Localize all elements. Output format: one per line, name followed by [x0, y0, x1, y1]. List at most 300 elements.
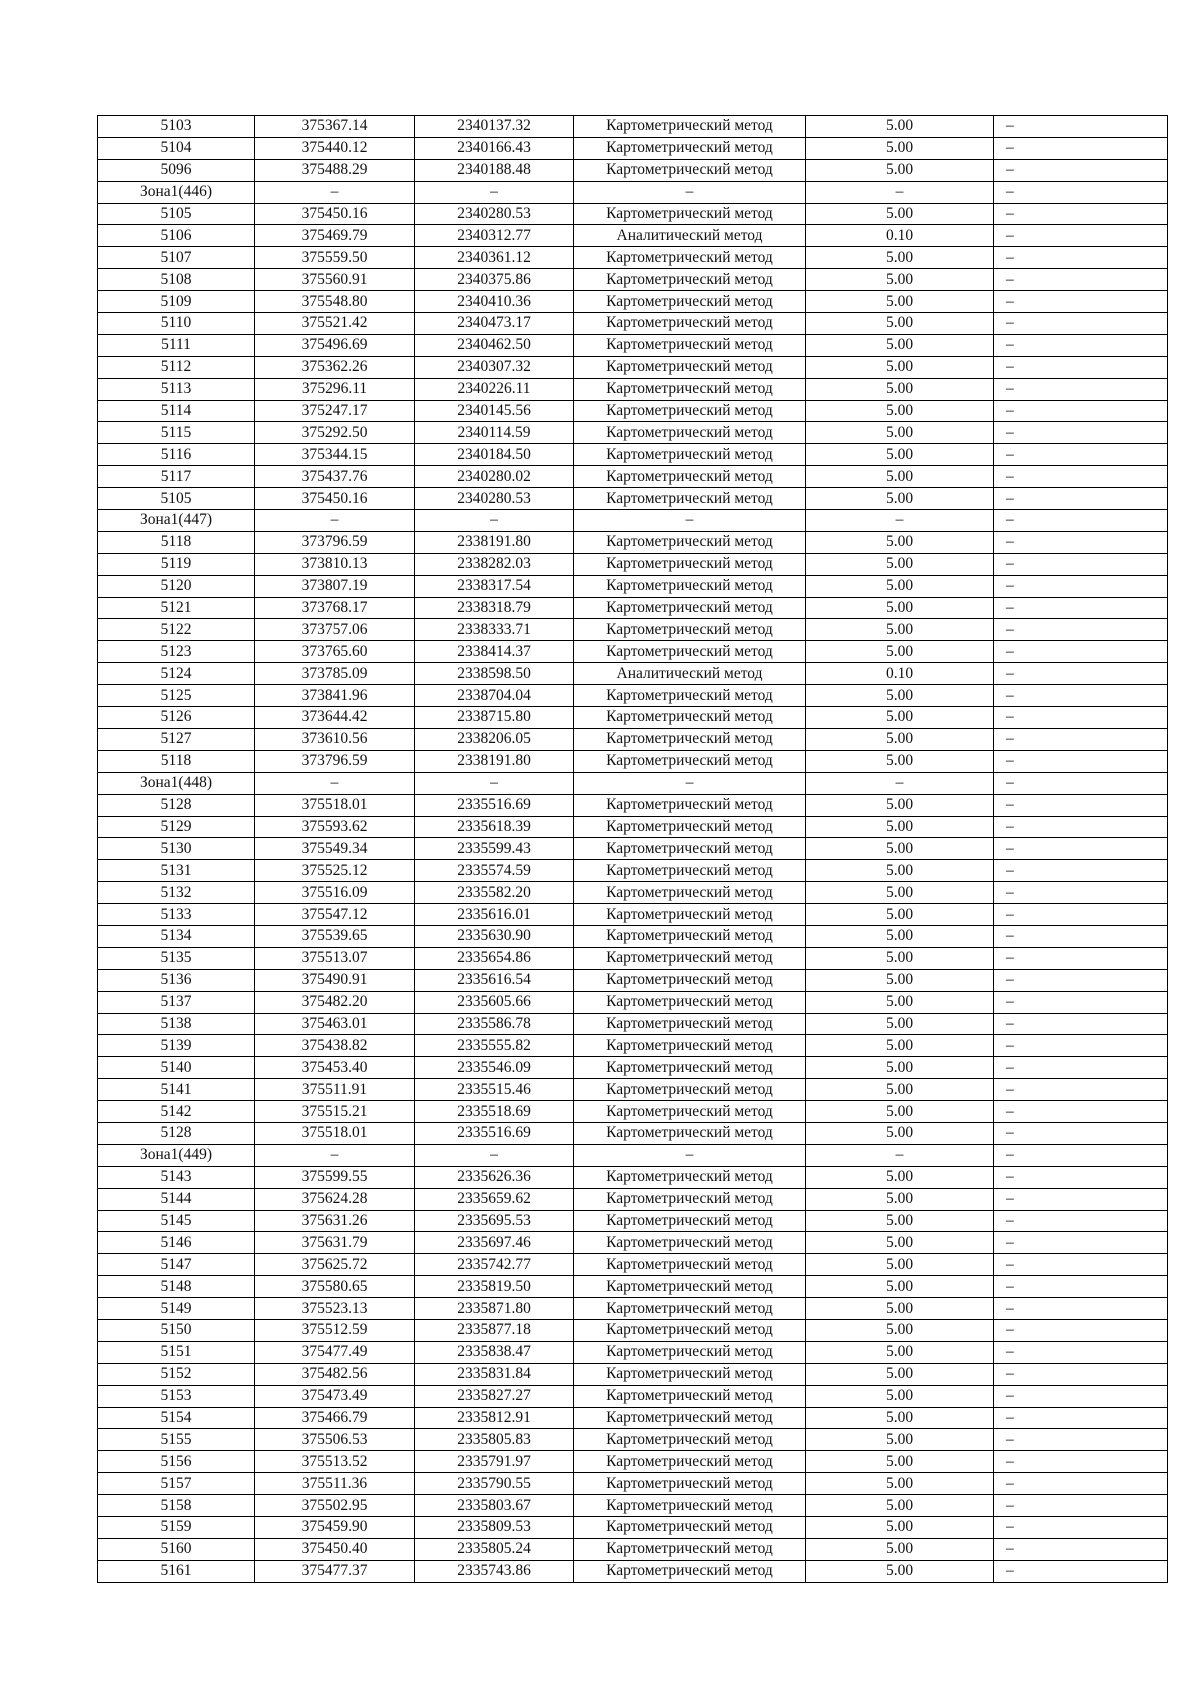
y-coordinate-cell: 2340375.86 [415, 269, 574, 291]
error-cell: – [994, 1144, 1168, 1166]
table-row [98, 422, 1168, 444]
x-coordinate-cell: 375625.72 [255, 1254, 415, 1276]
table-row [98, 947, 1168, 969]
error-cell: – [994, 444, 1168, 466]
x-coordinate-cell: 375511.91 [255, 1079, 415, 1101]
method-cell: Картометрический метод [574, 597, 806, 619]
error-cell: – [994, 422, 1168, 444]
y-coordinate-cell: 2338282.03 [415, 553, 574, 575]
table-row [98, 685, 1168, 707]
error-cell: – [994, 291, 1168, 313]
table-row [98, 860, 1168, 882]
accuracy-cell: 5.00 [806, 422, 994, 444]
point-number-cell: 5160 [98, 1538, 255, 1560]
error-cell: – [994, 685, 1168, 707]
error-cell: – [994, 1495, 1168, 1517]
y-coordinate-cell: 2340280.53 [415, 488, 574, 510]
error-cell: – [994, 816, 1168, 838]
error-cell: – [994, 116, 1168, 138]
x-coordinate-cell: 373796.59 [255, 531, 415, 553]
table-row [98, 203, 1168, 225]
x-coordinate-cell: 375490.91 [255, 969, 415, 991]
y-coordinate-cell: 2338715.80 [415, 707, 574, 729]
method-cell: Картометрический метод [574, 1451, 806, 1473]
x-coordinate-cell: 373765.60 [255, 641, 415, 663]
point-number-cell: 5103 [98, 116, 255, 138]
point-number-cell: 5105 [98, 203, 255, 225]
point-number-cell: 5117 [98, 466, 255, 488]
x-coordinate-cell: 375450.40 [255, 1538, 415, 1560]
accuracy-cell: 5.00 [806, 356, 994, 378]
accuracy-cell: 5.00 [806, 269, 994, 291]
table-row [98, 159, 1168, 181]
point-number-cell: 5118 [98, 531, 255, 553]
error-cell: – [994, 1188, 1168, 1210]
point-number-cell: 5138 [98, 1013, 255, 1035]
method-cell: Картометрический метод [574, 400, 806, 422]
accuracy-cell: 5.00 [806, 1495, 994, 1517]
point-number-cell: 5135 [98, 947, 255, 969]
zone-header-row [98, 772, 1168, 794]
point-number-cell: 5147 [98, 1254, 255, 1276]
point-number-cell: 5126 [98, 707, 255, 729]
error-cell: – [994, 947, 1168, 969]
error-cell: – [994, 1363, 1168, 1385]
table-row [98, 1254, 1168, 1276]
table-row [98, 1122, 1168, 1144]
x-coordinate-cell: 375539.65 [255, 925, 415, 947]
x-coordinate-cell: 375513.07 [255, 947, 415, 969]
point-number-cell: 5122 [98, 619, 255, 641]
accuracy-cell: 5.00 [806, 203, 994, 225]
point-number-cell: 5115 [98, 422, 255, 444]
x-coordinate-cell: 373757.06 [255, 619, 415, 641]
method-cell: Картометрический метод [574, 685, 806, 707]
method-cell: Картометрический метод [574, 334, 806, 356]
point-number-cell: 5139 [98, 1035, 255, 1057]
y-coordinate-cell: 2338704.04 [415, 685, 574, 707]
y-coordinate-cell: 2340462.50 [415, 334, 574, 356]
method-cell: Картометрический метод [574, 1188, 806, 1210]
x-coordinate-cell: 375599.55 [255, 1166, 415, 1188]
error-cell: – [994, 1254, 1168, 1276]
error-cell: – [994, 772, 1168, 794]
point-number-cell: 5158 [98, 1495, 255, 1517]
point-number-cell: 5118 [98, 750, 255, 772]
y-coordinate-cell: 2335791.97 [415, 1451, 574, 1473]
error-cell: – [994, 1319, 1168, 1341]
method-cell: – [574, 181, 806, 203]
method-cell: Картометрический метод [574, 1101, 806, 1123]
accuracy-cell: 5.00 [806, 947, 994, 969]
accuracy-cell: – [806, 772, 994, 794]
y-coordinate-cell: 2335742.77 [415, 1254, 574, 1276]
table-row [98, 378, 1168, 400]
point-number-cell: 5121 [98, 597, 255, 619]
error-cell: – [994, 991, 1168, 1013]
table-row [98, 334, 1168, 356]
method-cell: Картометрический метод [574, 356, 806, 378]
method-cell: Картометрический метод [574, 816, 806, 838]
x-coordinate-cell: 375518.01 [255, 794, 415, 816]
method-cell: Картометрический метод [574, 1122, 806, 1144]
method-cell: Картометрический метод [574, 882, 806, 904]
error-cell: – [994, 1451, 1168, 1473]
method-cell: Картометрический метод [574, 137, 806, 159]
error-cell: – [994, 707, 1168, 729]
y-coordinate-cell: 2338191.80 [415, 750, 574, 772]
accuracy-cell: 5.00 [806, 1232, 994, 1254]
accuracy-cell: 5.00 [806, 1122, 994, 1144]
error-cell: – [994, 882, 1168, 904]
accuracy-cell: 5.00 [806, 1079, 994, 1101]
point-number-cell: 5161 [98, 1560, 255, 1582]
x-coordinate-cell: 375515.21 [255, 1101, 415, 1123]
method-cell: Картометрический метод [574, 750, 806, 772]
point-number-cell: 5149 [98, 1298, 255, 1320]
point-number-cell: Зона1(448) [98, 772, 255, 794]
x-coordinate-cell: 375437.76 [255, 466, 415, 488]
accuracy-cell: 5.00 [806, 553, 994, 575]
method-cell: Картометрический метод [574, 1232, 806, 1254]
table-row [98, 1538, 1168, 1560]
method-cell: Картометрический метод [574, 1385, 806, 1407]
x-coordinate-cell: 375473.49 [255, 1385, 415, 1407]
accuracy-cell: 5.00 [806, 1385, 994, 1407]
x-coordinate-cell: – [255, 510, 415, 532]
x-coordinate-cell: 375482.56 [255, 1363, 415, 1385]
table-row [98, 1560, 1168, 1582]
accuracy-cell: 5.00 [806, 1429, 994, 1451]
accuracy-cell: 5.00 [806, 466, 994, 488]
method-cell: Картометрический метод [574, 247, 806, 269]
error-cell: – [994, 269, 1168, 291]
point-number-cell: Зона1(446) [98, 181, 255, 203]
table-row [98, 619, 1168, 641]
method-cell: Картометрический метод [574, 969, 806, 991]
point-number-cell: 5153 [98, 1385, 255, 1407]
x-coordinate-cell: 373785.09 [255, 663, 415, 685]
point-number-cell: 5119 [98, 553, 255, 575]
accuracy-cell: 5.00 [806, 334, 994, 356]
y-coordinate-cell: 2335838.47 [415, 1341, 574, 1363]
error-cell: – [994, 466, 1168, 488]
accuracy-cell: 5.00 [806, 685, 994, 707]
table-row [98, 750, 1168, 772]
x-coordinate-cell: 375438.82 [255, 1035, 415, 1057]
accuracy-cell: 5.00 [806, 904, 994, 926]
accuracy-cell: – [806, 510, 994, 532]
method-cell: Картометрический метод [574, 991, 806, 1013]
y-coordinate-cell: 2335618.39 [415, 816, 574, 838]
accuracy-cell: 5.00 [806, 313, 994, 335]
accuracy-cell: – [806, 1144, 994, 1166]
point-number-cell: 5131 [98, 860, 255, 882]
x-coordinate-cell: 375580.65 [255, 1276, 415, 1298]
x-coordinate-cell: 375512.59 [255, 1319, 415, 1341]
point-number-cell: 5136 [98, 969, 255, 991]
method-cell: Картометрический метод [574, 203, 806, 225]
point-number-cell: 5157 [98, 1473, 255, 1495]
y-coordinate-cell: 2335809.53 [415, 1517, 574, 1539]
method-cell: Картометрический метод [574, 291, 806, 313]
error-cell: – [994, 1079, 1168, 1101]
y-coordinate-cell: 2340145.56 [415, 400, 574, 422]
point-number-cell: 5108 [98, 269, 255, 291]
x-coordinate-cell: 375521.42 [255, 313, 415, 335]
accuracy-cell: 5.00 [806, 1473, 994, 1495]
table-row [98, 225, 1168, 247]
point-number-cell: 5123 [98, 641, 255, 663]
accuracy-cell: 5.00 [806, 247, 994, 269]
point-number-cell: 5104 [98, 137, 255, 159]
x-coordinate-cell: 375247.17 [255, 400, 415, 422]
y-coordinate-cell: 2335805.83 [415, 1429, 574, 1451]
x-coordinate-cell: 375477.37 [255, 1560, 415, 1582]
method-cell: Картометрический метод [574, 619, 806, 641]
table-row [98, 575, 1168, 597]
accuracy-cell: 5.00 [806, 816, 994, 838]
method-cell: Картометрический метод [574, 925, 806, 947]
point-number-cell: 5109 [98, 291, 255, 313]
y-coordinate-cell: 2335516.69 [415, 794, 574, 816]
method-cell: Картометрический метод [574, 1210, 806, 1232]
method-cell: Аналитический метод [574, 663, 806, 685]
error-cell: – [994, 619, 1168, 641]
error-cell: – [994, 137, 1168, 159]
point-number-cell: 5114 [98, 400, 255, 422]
error-cell: – [994, 969, 1168, 991]
point-number-cell: 5128 [98, 794, 255, 816]
x-coordinate-cell: 375624.28 [255, 1188, 415, 1210]
error-cell: – [994, 1232, 1168, 1254]
accuracy-cell: 5.00 [806, 116, 994, 138]
y-coordinate-cell: 2335654.86 [415, 947, 574, 969]
table-row [98, 291, 1168, 313]
x-coordinate-cell: 375496.69 [255, 334, 415, 356]
error-cell: – [994, 1298, 1168, 1320]
error-cell: – [994, 925, 1168, 947]
error-cell: – [994, 663, 1168, 685]
error-cell: – [994, 1035, 1168, 1057]
accuracy-cell: 5.00 [806, 597, 994, 619]
accuracy-cell: 5.00 [806, 1276, 994, 1298]
error-cell: – [994, 794, 1168, 816]
accuracy-cell: 5.00 [806, 1057, 994, 1079]
x-coordinate-cell: 375296.11 [255, 378, 415, 400]
accuracy-cell: 5.00 [806, 159, 994, 181]
table-row [98, 1319, 1168, 1341]
method-cell: Картометрический метод [574, 1035, 806, 1057]
point-number-cell: 5107 [98, 247, 255, 269]
error-cell: – [994, 159, 1168, 181]
y-coordinate-cell: 2338317.54 [415, 575, 574, 597]
method-cell: Аналитический метод [574, 225, 806, 247]
error-cell: – [994, 247, 1168, 269]
y-coordinate-cell: 2335599.43 [415, 838, 574, 860]
table-row [98, 1429, 1168, 1451]
x-coordinate-cell: 373810.13 [255, 553, 415, 575]
method-cell: Картометрический метод [574, 1298, 806, 1320]
table-row [98, 247, 1168, 269]
point-number-cell: 5106 [98, 225, 255, 247]
zone-header-row [98, 1144, 1168, 1166]
x-coordinate-cell: 375466.79 [255, 1407, 415, 1429]
accuracy-cell: – [806, 181, 994, 203]
table-row [98, 597, 1168, 619]
accuracy-cell: 5.00 [806, 1538, 994, 1560]
error-cell: – [994, 1122, 1168, 1144]
point-number-cell: 5128 [98, 1122, 255, 1144]
y-coordinate-cell: – [415, 181, 574, 203]
accuracy-cell: 5.00 [806, 1407, 994, 1429]
error-cell: – [994, 597, 1168, 619]
point-number-cell: Зона1(447) [98, 510, 255, 532]
method-cell: Картометрический метод [574, 1013, 806, 1035]
method-cell: – [574, 772, 806, 794]
y-coordinate-cell: 2340361.12 [415, 247, 574, 269]
table-row [98, 925, 1168, 947]
table-row [98, 1298, 1168, 1320]
accuracy-cell: 5.00 [806, 531, 994, 553]
x-coordinate-cell: 373796.59 [255, 750, 415, 772]
point-number-cell: Зона1(449) [98, 1144, 255, 1166]
method-cell: – [574, 510, 806, 532]
point-number-cell: 5134 [98, 925, 255, 947]
accuracy-cell: 0.10 [806, 663, 994, 685]
accuracy-cell: 5.00 [806, 444, 994, 466]
error-cell: – [994, 356, 1168, 378]
point-number-cell: 5105 [98, 488, 255, 510]
point-number-cell: 5159 [98, 1517, 255, 1539]
table-row [98, 1451, 1168, 1473]
accuracy-cell: 5.00 [806, 619, 994, 641]
method-cell: Картометрический метод [574, 641, 806, 663]
error-cell: – [994, 531, 1168, 553]
error-cell: – [994, 838, 1168, 860]
error-cell: – [994, 1473, 1168, 1495]
point-number-cell: 5133 [98, 904, 255, 926]
y-coordinate-cell: 2335827.27 [415, 1385, 574, 1407]
y-coordinate-cell: 2335877.18 [415, 1319, 574, 1341]
table-row [98, 1035, 1168, 1057]
error-cell: – [994, 225, 1168, 247]
y-coordinate-cell: 2335695.53 [415, 1210, 574, 1232]
error-cell: – [994, 1407, 1168, 1429]
y-coordinate-cell: 2335605.66 [415, 991, 574, 1013]
error-cell: – [994, 553, 1168, 575]
x-coordinate-cell: 375440.12 [255, 137, 415, 159]
x-coordinate-cell: – [255, 181, 415, 203]
error-cell: – [994, 641, 1168, 663]
method-cell: Картометрический метод [574, 1363, 806, 1385]
table-row [98, 1517, 1168, 1539]
accuracy-cell: 5.00 [806, 291, 994, 313]
table-row [98, 116, 1168, 138]
accuracy-cell: 5.00 [806, 991, 994, 1013]
point-number-cell: 5141 [98, 1079, 255, 1101]
table-row [98, 531, 1168, 553]
table-row [98, 1341, 1168, 1363]
method-cell: Картометрический метод [574, 531, 806, 553]
x-coordinate-cell: 373768.17 [255, 597, 415, 619]
method-cell: Картометрический метод [574, 1319, 806, 1341]
y-coordinate-cell: 2335659.62 [415, 1188, 574, 1210]
accuracy-cell: 5.00 [806, 925, 994, 947]
method-cell: Картометрический метод [574, 1495, 806, 1517]
y-coordinate-cell: 2340307.32 [415, 356, 574, 378]
y-coordinate-cell: – [415, 772, 574, 794]
accuracy-cell: 5.00 [806, 969, 994, 991]
table-row [98, 444, 1168, 466]
table-row [98, 663, 1168, 685]
accuracy-cell: 5.00 [806, 1101, 994, 1123]
x-coordinate-cell: 375511.36 [255, 1473, 415, 1495]
error-cell: – [994, 1429, 1168, 1451]
y-coordinate-cell: 2335586.78 [415, 1013, 574, 1035]
accuracy-cell: 5.00 [806, 728, 994, 750]
accuracy-cell: 0.10 [806, 225, 994, 247]
accuracy-cell: 5.00 [806, 750, 994, 772]
method-cell: Картометрический метод [574, 860, 806, 882]
accuracy-cell: 5.00 [806, 1254, 994, 1276]
error-cell: – [994, 1385, 1168, 1407]
accuracy-cell: 5.00 [806, 575, 994, 597]
x-coordinate-cell: 373841.96 [255, 685, 415, 707]
zone-header-row [98, 510, 1168, 532]
y-coordinate-cell: 2335555.82 [415, 1035, 574, 1057]
error-cell: – [994, 1538, 1168, 1560]
x-coordinate-cell: – [255, 772, 415, 794]
point-number-cell: 5144 [98, 1188, 255, 1210]
y-coordinate-cell: 2340114.59 [415, 422, 574, 444]
error-cell: – [994, 203, 1168, 225]
method-cell: Картометрический метод [574, 1473, 806, 1495]
method-cell: Картометрический метод [574, 904, 806, 926]
point-number-cell: 5116 [98, 444, 255, 466]
point-number-cell: 5130 [98, 838, 255, 860]
accuracy-cell: 5.00 [806, 1188, 994, 1210]
accuracy-cell: 5.00 [806, 707, 994, 729]
table-row [98, 728, 1168, 750]
y-coordinate-cell: 2335582.20 [415, 882, 574, 904]
x-coordinate-cell: 375593.62 [255, 816, 415, 838]
x-coordinate-cell: 375548.80 [255, 291, 415, 313]
method-cell: Картометрический метод [574, 466, 806, 488]
accuracy-cell: 5.00 [806, 794, 994, 816]
table-row [98, 1101, 1168, 1123]
y-coordinate-cell: 2335871.80 [415, 1298, 574, 1320]
point-number-cell: 5132 [98, 882, 255, 904]
table-row [98, 1188, 1168, 1210]
error-cell: – [994, 1210, 1168, 1232]
x-coordinate-cell: 373807.19 [255, 575, 415, 597]
x-coordinate-cell: 375463.01 [255, 1013, 415, 1035]
table-row [98, 969, 1168, 991]
table-row [98, 1385, 1168, 1407]
method-cell: Картометрический метод [574, 422, 806, 444]
x-coordinate-cell: 375525.12 [255, 860, 415, 882]
table-row [98, 1210, 1168, 1232]
point-number-cell: 5129 [98, 816, 255, 838]
error-cell: – [994, 750, 1168, 772]
accuracy-cell: 5.00 [806, 1013, 994, 1035]
table-row [98, 1407, 1168, 1429]
method-cell: Картометрический метод [574, 838, 806, 860]
x-coordinate-cell: 375560.91 [255, 269, 415, 291]
x-coordinate-cell: 375292.50 [255, 422, 415, 444]
point-number-cell: 5156 [98, 1451, 255, 1473]
